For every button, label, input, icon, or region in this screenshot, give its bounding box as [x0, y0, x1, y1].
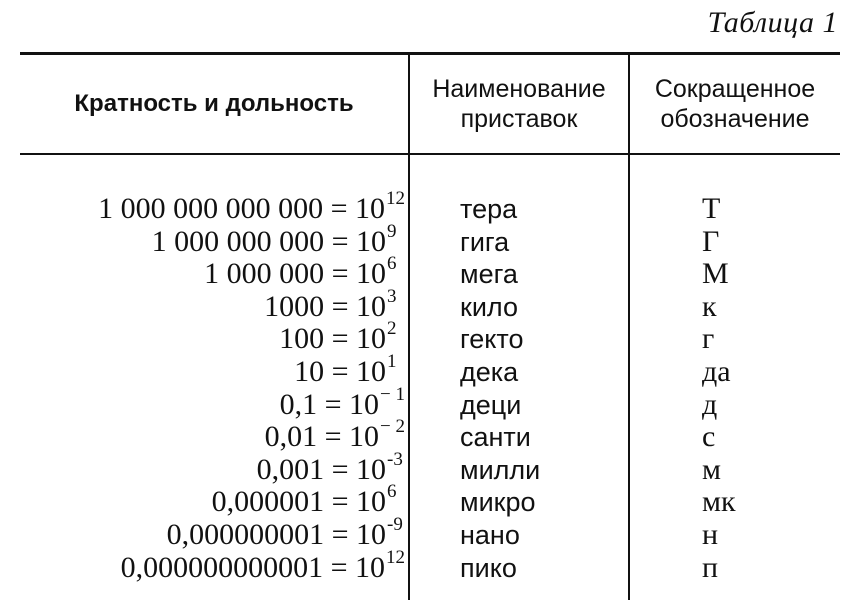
- prefix-name-cell: микро: [460, 487, 536, 518]
- multiplicity-value: 0,000001 = 10: [211, 485, 386, 519]
- table-row: [20, 285, 840, 324]
- prefix-name-cell: милли: [460, 454, 541, 485]
- exponent: 3: [387, 285, 397, 307]
- table-body: [20, 188, 840, 584]
- table-row: [20, 220, 840, 259]
- multiplicity-value: 100 = 10: [279, 322, 386, 356]
- exponent: 1: [387, 350, 397, 372]
- multiplicity-cell: [204, 253, 405, 294]
- header-rule: [20, 153, 840, 155]
- prefix-name-cell: гекто: [460, 324, 524, 355]
- table-row: [20, 188, 840, 226]
- table-row: [20, 513, 840, 552]
- prefix-name-cell: дека: [460, 356, 519, 387]
- multiplicity-cell: [211, 481, 405, 522]
- multiplicity-cell: [120, 546, 405, 588]
- table-row: [20, 253, 840, 291]
- exponent: -9: [387, 513, 403, 535]
- multiplicity-value: 0,000000001 = 10: [166, 517, 386, 551]
- multiplicity-value: 0,01 = 10: [264, 420, 380, 454]
- multiplicity-cell: [166, 513, 405, 555]
- multiplicity-cell: [264, 285, 405, 327]
- abbreviation-cell: г: [702, 322, 715, 356]
- abbreviation-cell: Г: [702, 224, 720, 258]
- multiplicity-value: 0,1 = 10: [279, 387, 380, 421]
- exponent: − 1: [380, 383, 405, 405]
- table-row: [20, 350, 840, 389]
- abbreviation-cell: мк: [702, 485, 736, 519]
- exponent: − 2: [380, 416, 405, 438]
- header-abbreviation-line2: обозначение: [660, 104, 810, 133]
- table-row: [20, 546, 840, 585]
- abbreviation-cell: да: [702, 354, 731, 388]
- prefix-name-cell: деци: [460, 389, 522, 420]
- table-row: [20, 318, 840, 356]
- multiplicity-cell: [151, 220, 405, 262]
- abbreviation-cell: Т: [702, 192, 721, 225]
- table-caption: Таблица 1: [707, 6, 838, 39]
- prefix-name-cell: гига: [460, 226, 510, 257]
- multiplicity-cell: [264, 416, 405, 457]
- exponent: 12: [386, 546, 405, 568]
- exponent: -3: [387, 448, 403, 470]
- abbreviation-cell: М: [702, 257, 729, 291]
- abbreviation-cell: п: [702, 550, 719, 584]
- abbreviation-cell: н: [702, 517, 719, 551]
- header-multiplicity-text: Кратность и дольность: [74, 89, 354, 117]
- header-prefix-name: [410, 54, 628, 153]
- exponent: 12: [386, 188, 405, 209]
- table-row: [20, 383, 840, 422]
- table-row: [20, 416, 840, 454]
- header-multiplicity: [20, 54, 408, 153]
- abbreviation-cell: д: [702, 387, 718, 421]
- multiplicity-value: 10 = 10: [294, 354, 386, 388]
- header-abbreviation-line1: Сокращенное: [654, 74, 816, 103]
- prefix-name-cell: нано: [460, 519, 520, 550]
- prefix-name-cell: санти: [460, 422, 531, 453]
- multiplicity-cell: [98, 188, 405, 229]
- multiplicity-cell: [256, 448, 405, 490]
- exponent: 6: [387, 253, 397, 275]
- abbreviation-cell: м: [702, 452, 721, 486]
- multiplicity-value: 1000 = 10: [264, 289, 386, 323]
- header-prefix-name-line1: Наименование: [432, 74, 606, 103]
- exponent: 6: [387, 481, 397, 503]
- prefix-name-cell: кило: [460, 291, 518, 322]
- prefix-name-cell: тера: [460, 194, 518, 224]
- prefix-name-cell: мега: [460, 259, 518, 290]
- table-row: [20, 481, 840, 519]
- header-prefix-name-line2: приставок: [460, 104, 578, 133]
- multiplicity-value: 0,001 = 10: [256, 452, 386, 486]
- multiplicity-value: 0,000000000001 = 10: [120, 550, 385, 584]
- table-row: [20, 448, 840, 487]
- multiplicity-value: 1 000 000 000 = 10: [151, 224, 386, 258]
- abbreviation-cell: с: [702, 420, 716, 454]
- header-abbreviation: [630, 54, 840, 153]
- multiplicity-value: 1 000 000 000 000 = 10: [98, 192, 385, 225]
- exponent: 9: [387, 220, 397, 242]
- prefix-name-cell: пико: [460, 552, 517, 583]
- abbreviation-cell: к: [702, 289, 717, 323]
- exponent: 2: [387, 318, 397, 340]
- multiplicity-value: 1 000 000 = 10: [204, 257, 386, 291]
